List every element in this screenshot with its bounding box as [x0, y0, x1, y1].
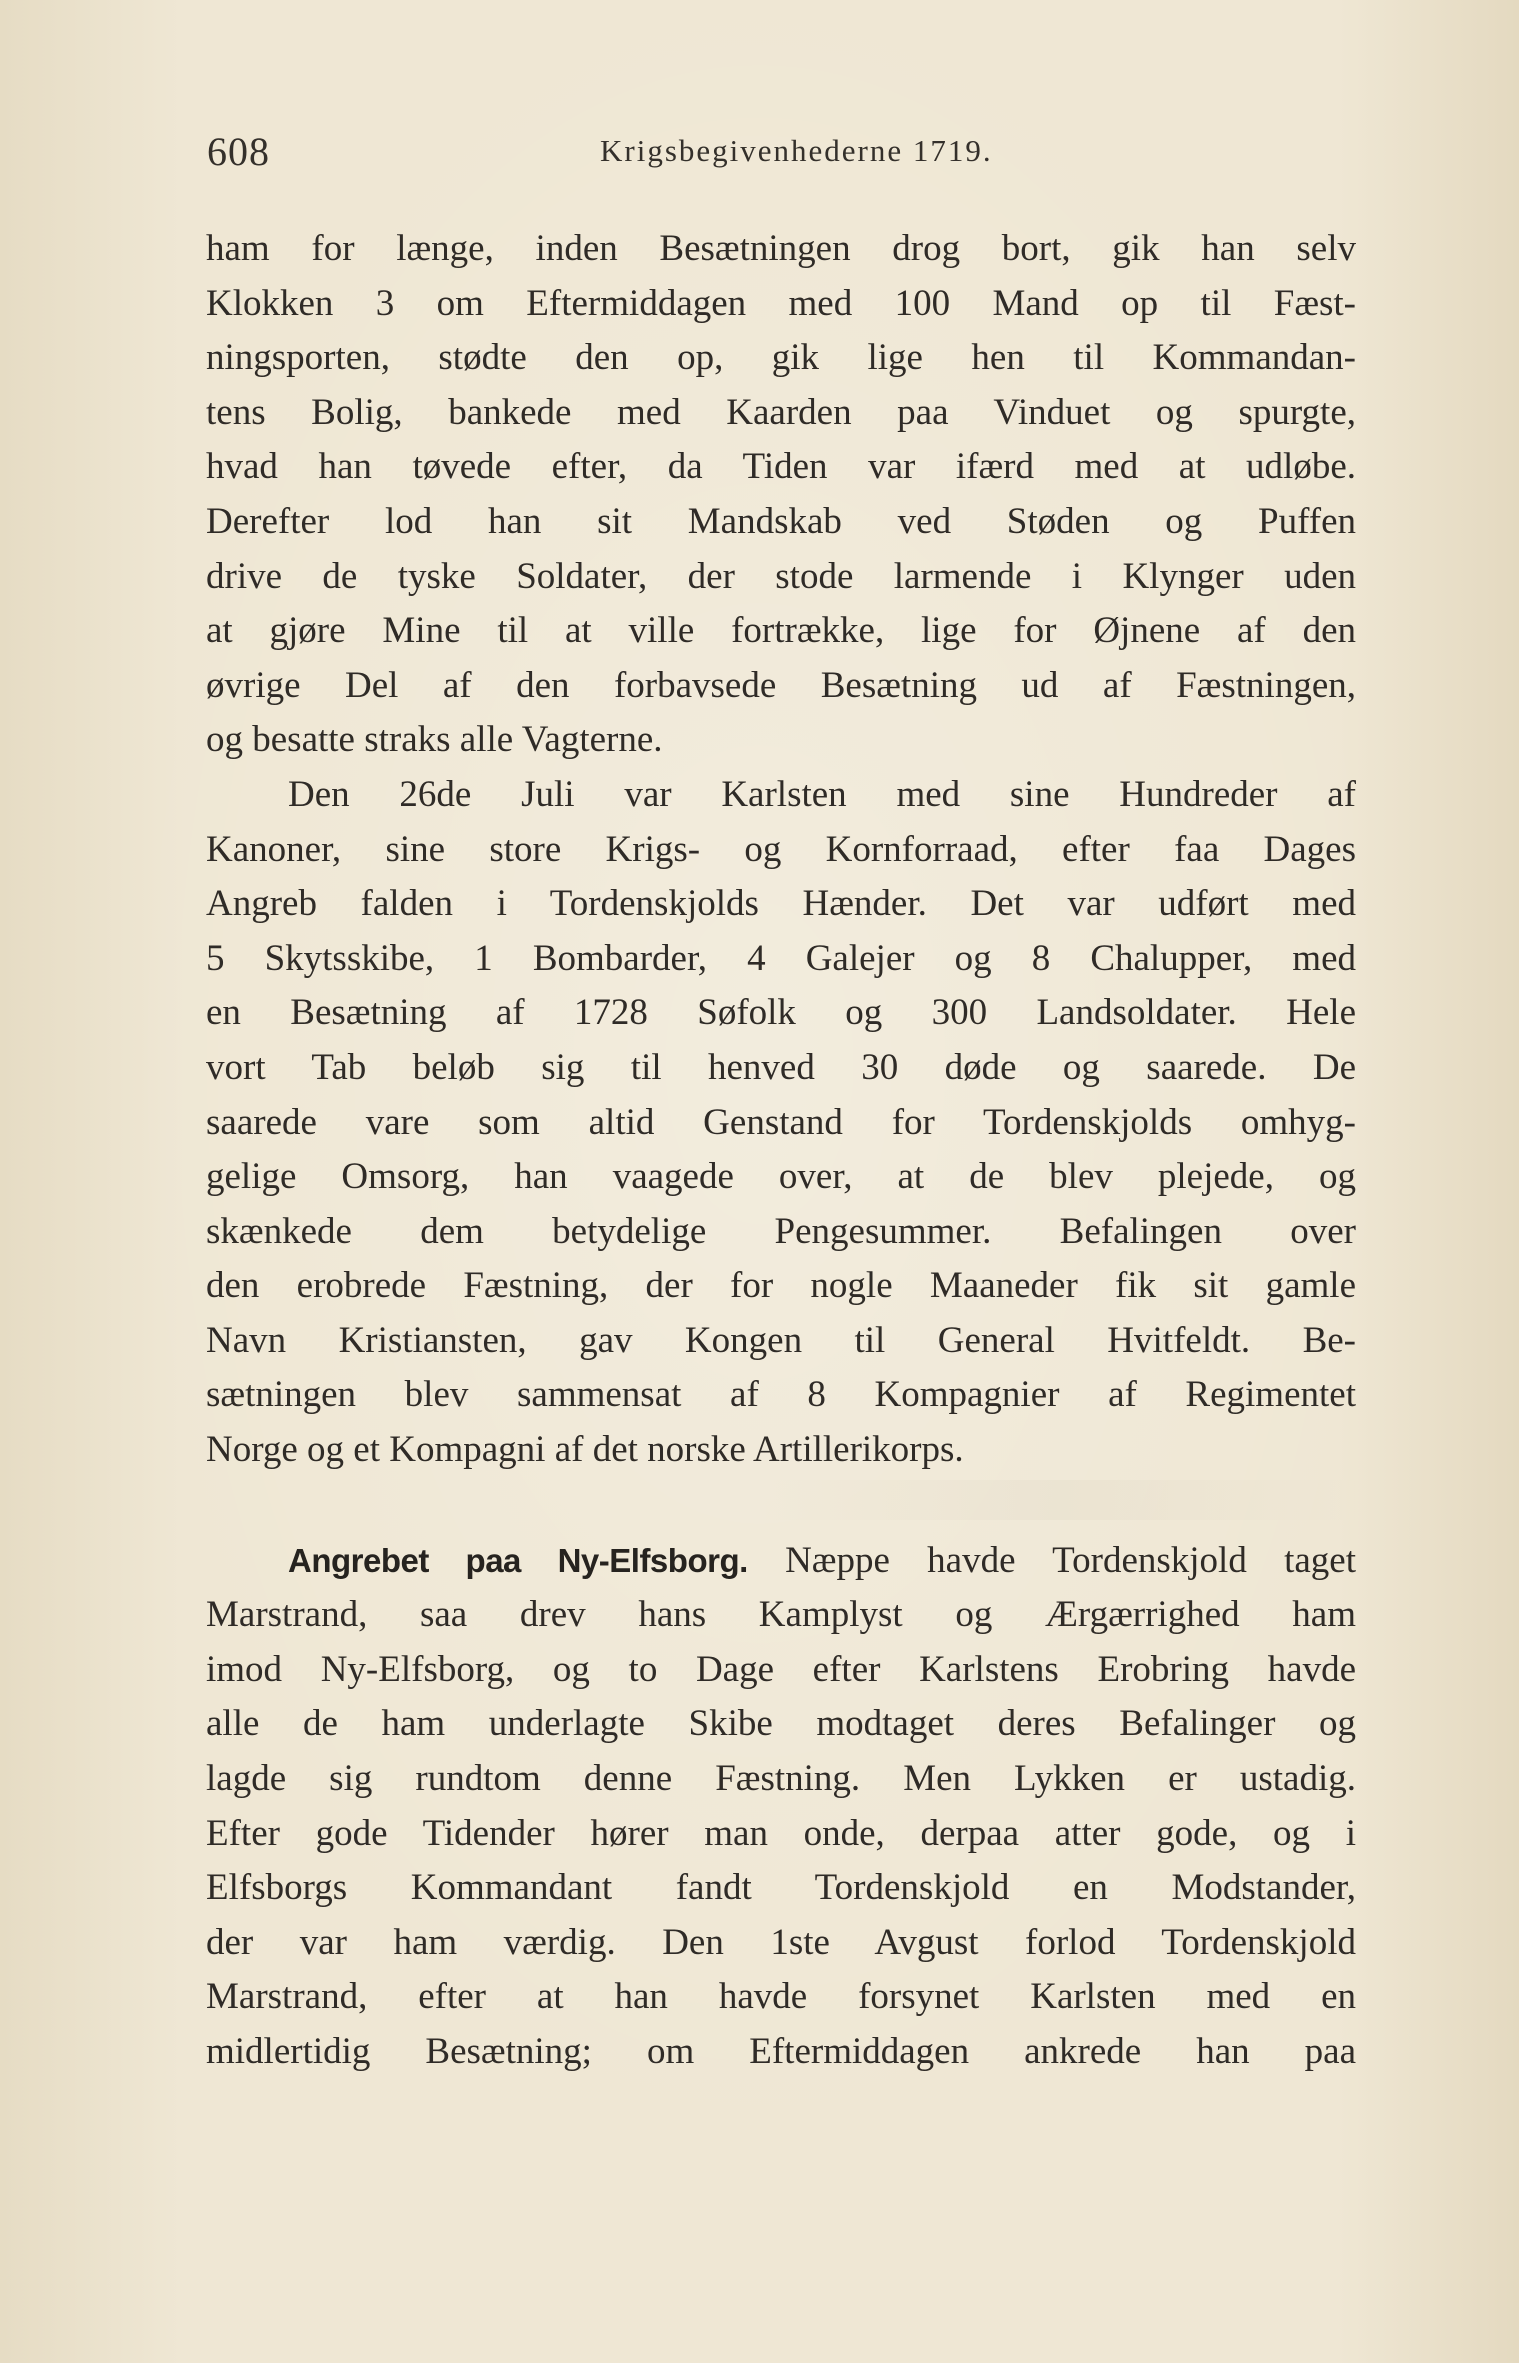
text-line: alle de ham underlagte Skibe modtaget deres Befalinger og	[206, 1703, 1356, 1745]
text-line: Marstrand, efter at han havde forsynet Karlsten med en	[206, 1976, 1356, 2018]
text-line: Elfsborgs Kommandant fandt Tordenskjold en Modstander,	[206, 1867, 1356, 1909]
text-line: ningsporten, stødte den op, gik lige hen til Kommandan-	[206, 337, 1356, 379]
text-line: vort Tab beløb sig til henved 30 døde og saarede. De	[206, 1046, 1356, 1088]
first-line-text: Næppe havde Tordenskjold taget	[785, 1539, 1356, 1581]
page-header	[207, 128, 1357, 188]
paragraph	[206, 1534, 1356, 2080]
text-line: gelige Omsorg, han vaagede over, at de blev plejede, og	[206, 1156, 1356, 1198]
text-line: skænkede dem betydelige Pengesummer. Befalingen over	[206, 1210, 1356, 1252]
text-line: drive de tyske Soldater, der stode larmende i Klynger uden	[206, 555, 1356, 597]
page-number: 608	[207, 129, 270, 174]
text-line: at gjøre Mine til at ville fortrække, lige for Øjnene af den	[206, 610, 1356, 652]
text-line: og besatte straks alle Vagterne.	[206, 719, 663, 761]
text-line: hvad han tøvede efter, da Tiden var ifærd med at udløbe.	[206, 446, 1356, 488]
text-line: imod Ny-Elfsborg, og to Dage efter Karlstens Erobring havde	[206, 1648, 1356, 1690]
text-line: der var ham værdig. Den 1ste Avgust forlod Tordenskjold	[206, 1921, 1356, 1963]
text-line: Norge og et Kompagni af det norske Artillerikorps.	[206, 1429, 964, 1471]
text-line: sætningen blev sammensat af 8 Kompagnier af Regimentet	[206, 1374, 1356, 1416]
text-line: tens Bolig, bankede med Kaarden paa Vinduet og spurgte,	[206, 391, 1356, 433]
text-line: midlertidig Besætning; om Eftermiddagen ankrede han paa	[206, 2031, 1356, 2072]
text-line: ham for længe, inden Besætningen drog bort, gik han selv	[206, 228, 1356, 269]
text-line: øvrige Del af den forbavsede Besætning ud af Fæstningen,	[206, 664, 1356, 706]
text-line: 5 Skytsskibe, 1 Bombarder, 4 Galejer og 8 Chalupper, med	[206, 937, 1356, 979]
running-head: Krigsbegivenhederne 1719.	[600, 133, 993, 168]
text-line: Angreb falden i Tordenskjolds Hænder. Det var udført med	[206, 883, 1356, 925]
text-line: Efter gode Tidender hører man onde, derpaa atter gode, og i	[206, 1812, 1356, 1854]
text-line	[206, 1534, 1356, 1589]
paragraph	[206, 768, 1356, 1478]
text-line: Klokken 3 om Eftermiddagen med 100 Mand op til Fæst-	[206, 282, 1356, 324]
text-line: lagde sig rundtom denne Fæstning. Men Lykken er ustadig.	[206, 1758, 1356, 1800]
text-line: Kanoner, sine store Krigs- og Kornforraad, efter faa Dages	[206, 828, 1356, 870]
text-line: Derefter lod han sit Mandskab ved Støden og Puffen	[206, 500, 1356, 542]
text-line: saarede vare som altid Genstand for Tordenskjolds omhyg-	[206, 1101, 1356, 1143]
body-text	[206, 222, 1356, 2080]
paragraph	[206, 222, 1356, 768]
text-line: den erobrede Fæstning, der for nogle Maaneder fik sit gamle	[206, 1265, 1356, 1307]
text-line: en Besætning af 1728 Søfolk og 300 Landsoldater. Hele	[206, 992, 1356, 1034]
text-line: Den 26de Juli var Karlsten med sine Hundreder af	[288, 773, 1356, 815]
text-line: Navn Kristiansten, gav Kongen til General Hvitfeldt. Be-	[206, 1319, 1356, 1361]
text-line: Marstrand, saa drev hans Kamplyst og Ærgærrighed ham	[206, 1594, 1356, 1636]
section-heading: Angrebet paa Ny-Elfsborg.	[288, 1541, 748, 1579]
